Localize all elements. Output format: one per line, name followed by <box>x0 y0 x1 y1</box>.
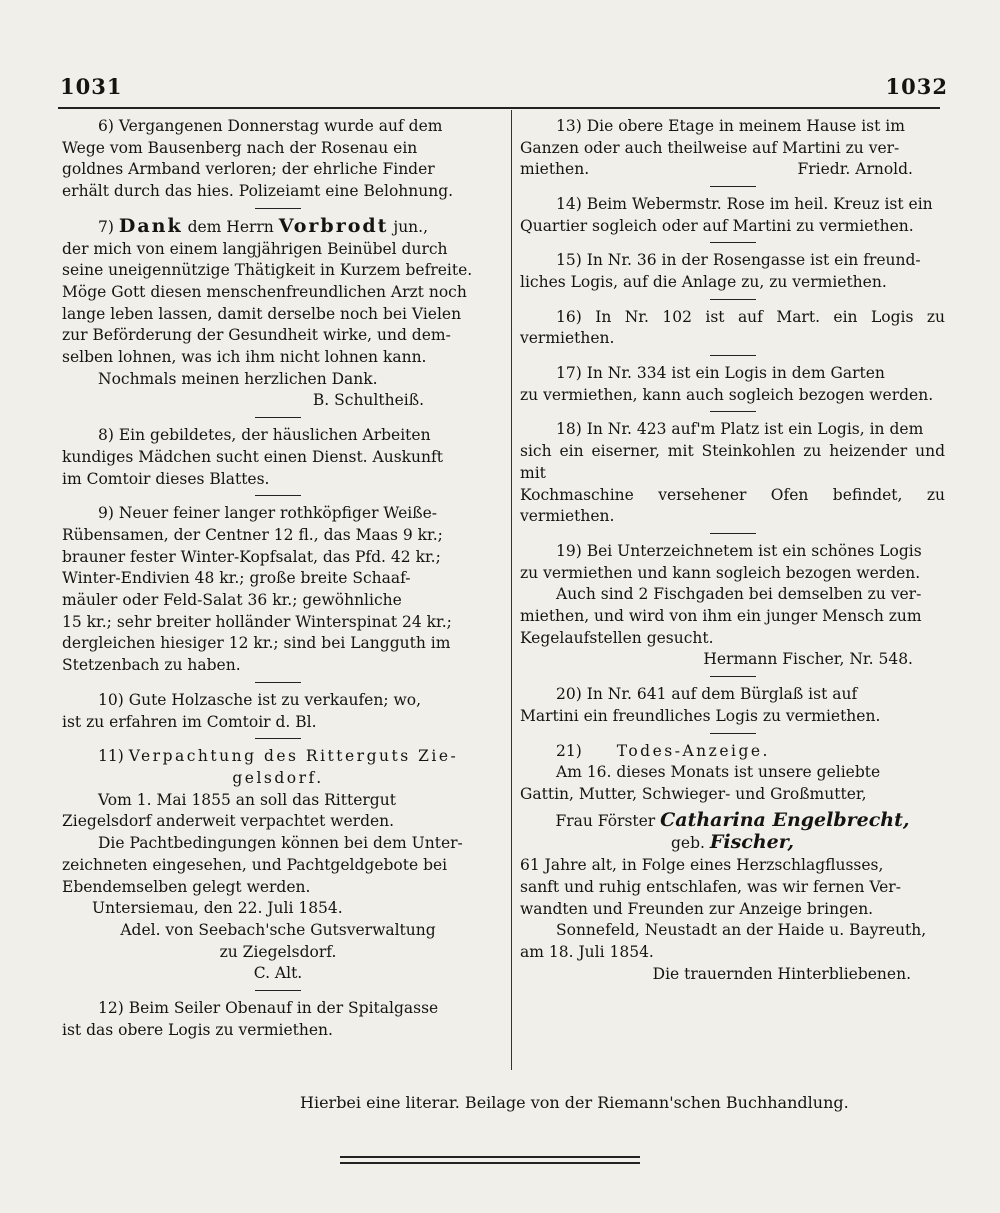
separator <box>255 682 301 683</box>
right-column <box>520 116 945 985</box>
separator <box>710 676 756 677</box>
notice-11-signature: C. Alt. <box>253 964 303 983</box>
footer-rule <box>340 1162 640 1164</box>
separator <box>255 208 301 209</box>
right-page-number: 1032 <box>885 74 948 99</box>
notice-7-signature: B. Schultheiß. <box>312 391 424 410</box>
notice-19-signature: Hermann Fischer, Nr. 548. <box>703 650 913 669</box>
notice-10: 10) Gute Holzasche ist zu verkaufen; wo, ist zu erfahren im Comtoir d. Bl. <box>62 690 422 731</box>
separator <box>710 355 756 356</box>
death-notice-date: am 18. Juli 1854. <box>520 942 654 961</box>
notice-8: 8) Ein gebildetes, der häuslichen Arbeiten kundiges Mädchen sucht einen Dienst. Auskunft im Comtoir dieses Blattes. <box>62 426 443 488</box>
notice-11: 11) Verpachtung des Ritterguts Zie- gelsdorf. Vom 1. Mai 1855 an soll das Rittergut Ziegelsdorf anderweit verpachtet werden. Die Pachtbedingungen können bei dem Unter- zeichneten eingesehen, und Pachtgeldgebote bei Ebendemselben gelegt werden. Untersiemau, den 22. Juli 1854. Adel. von Seebach'sche Gutsverwaltung zu Ziegelsdorf. C. Alt. <box>62 746 494 985</box>
supplement-notice: Hierbei eine literar. Beilage von der Riemann'schen Buchhandlung. <box>300 1093 849 1112</box>
notice-13-signature: Friedr. Arnold. <box>797 160 913 179</box>
separator <box>710 242 756 243</box>
notice-7-heading: Dank <box>118 214 183 237</box>
death-notice-signature: Die trauernden Hinterbliebenen. <box>652 964 911 983</box>
left-column <box>62 116 494 1041</box>
separator <box>255 495 301 496</box>
notice-6: 6) Vergangenen Donnerstag wurde auf dem Wege vom Bausenberg nach der Rosenau ein goldnes Armband verloren; der ehrliche Finder erhält durch das hies. Polizeiamt eine Belohnung. <box>62 117 454 201</box>
notice-19: 19) Bei Unterzeichnetem ist ein schönes Logis zu vermiethen und kann sogleich bezogen werden. Auch sind 2 Fischgaden bei demselben zu ver- miethen, und wird von ihm ein junger Mensch zum Kegelaufstellen gesucht. Hermann Fischer, Nr. 548. <box>520 541 945 671</box>
notice-15: 15) In Nr. 36 in der Rosengasse ist ein freund- liches Logis, auf die Anlage zu, zu vermiethen. <box>520 251 921 291</box>
notice-11-title: Verpachtung des Ritterguts Zie- <box>128 747 459 766</box>
notice-17: 17) In Nr. 334 ist ein Logis in dem Garten zu vermiethen, kann auch sogleich bezogen werden. <box>520 364 934 404</box>
separator <box>255 990 301 991</box>
separator <box>710 733 756 734</box>
separator <box>710 533 756 534</box>
notice-18: 18) In Nr. 423 auf'm Platz ist ein Logis, in dem sich ein eiserner, mit Steinkohlen zu heizender und mit Kochmaschine versehener Ofen befindet, zu vermiethen. <box>520 420 945 526</box>
separator <box>710 299 756 300</box>
notice-9: 9) Neuer feiner langer rothköpfiger Weiße- Rübensamen, der Centner 12 fl., das Maas 9 kr.; brauner fester Winter-Kopfsalat, das Pfd. 42 kr.; Winter-Endivien 48 kr.; große breite Schaaf- mäuler oder Feld-Salat 36 kr.; gewöhnliche 15 kr.; sehr breiter holländer Winterspinat 24 kr.; dergleichen hiesiger 12 kr.; sind bei Langguth im Stetzenbach zu haben. <box>62 504 452 675</box>
notice-13: 13) Die obere Etage in meinem Hause ist im Ganzen oder auch theilweise auf Martini zu ver- miethen. Friedr. Arnold. <box>520 116 945 181</box>
deceased-name: Catharina Engelbrecht, <box>660 808 910 831</box>
notice-21: 21) Todes-Anzeige. Am 16. dieses Monats ist unsere geliebte Gattin, Mutter, Schwieger- und Großmutter, Frau Förster Catharina Engelbrecht, geb. Fischer, 61 Jahre alt, in Folge eines Herzschlagflusses, sanft und ruhig entschlafen, was wir fernen Ver- wandten und Freunden zur Anzeige bringen. Sonnefeld, Neustadt an der Haide u. Bayreuth, am 18. Juli 1854. Die trauernden Hinterbliebenen. <box>520 741 945 986</box>
left-page-number: 1031 <box>60 74 123 99</box>
notice-20: 20) In Nr. 641 auf dem Bürglaß ist auf Martini ein freundliches Logis zu vermiethen. <box>520 685 881 725</box>
notice-7-name: Vorbrodt <box>278 214 389 237</box>
separator <box>710 411 756 412</box>
footer-rule <box>340 1156 640 1158</box>
separator <box>710 186 756 187</box>
notice-11-date: Untersiemau, den 22. Juli 1854. <box>92 899 343 918</box>
death-notice-title: Todes-Anzeige. <box>616 741 770 760</box>
deceased-birth-name: Fischer, <box>709 831 794 854</box>
notice-16: 16) In Nr. 102 ist auf Mart. ein Logis zu vermiethen. <box>520 307 945 348</box>
separator <box>255 417 301 418</box>
notice-7: 7) Dank dem Herrn Vorbrodt jun., der mich von einem langjährigen Beinübel durch seine uneigennützige Thätigkeit in Kurzem befreite. Möge Gott diesen menschenfreundlichen Arzt noch lange leben lassen, damit derselbe noch bei Vielen zur Beförderung der Gesundheit wirke, und dem- selben lohnen, was ich ihm nicht lohnen kann. Nochmals meinen herzlichen Dank. B. Schultheiß. <box>62 216 494 412</box>
notice-14: 14) Beim Webermstr. Rose im heil. Kreuz ist ein Quartier sogleich oder auf Martini zu vermiethen. <box>520 194 933 235</box>
notice-12: 12) Beim Seiler Obenauf in der Spitalgasse ist das obere Logis zu vermiethen. <box>62 999 439 1039</box>
column-divider <box>511 110 512 1070</box>
separator <box>255 738 301 739</box>
header-rule <box>58 107 940 109</box>
